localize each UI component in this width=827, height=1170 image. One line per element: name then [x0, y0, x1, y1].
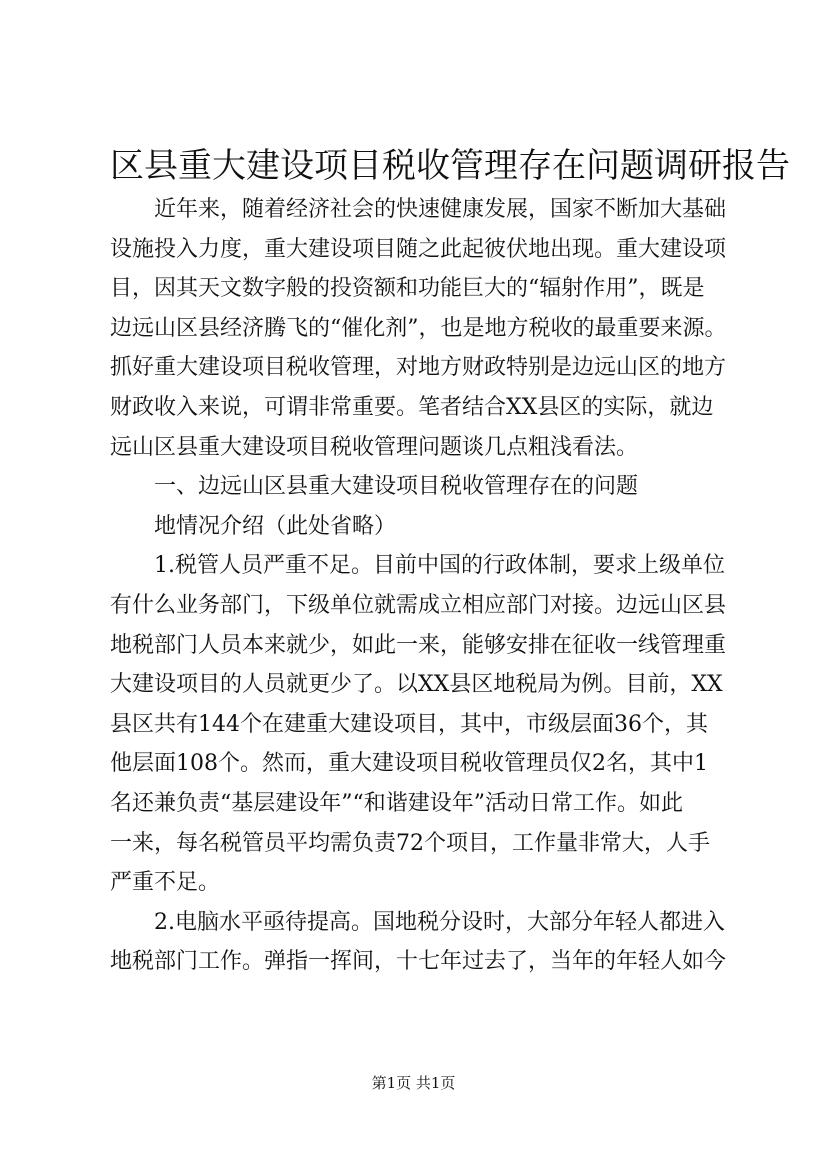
- point-2-line-1: 2.电脑水平亟待提高。国地税分设时，大部分年轻人都进入: [154, 909, 725, 935]
- point-1-line-2: 有什么业务部门，下级单位就需成立相应部门对接。边远山区县: [110, 592, 727, 618]
- section-heading: 一、边远山区县重大建设项目税收管理存在的问题: [154, 474, 639, 500]
- paragraph-1-line-6: 财政收入来说，可谓非常重要。笔者结合XX县区的实际，就边: [110, 394, 714, 420]
- point-1-line-5: 县区共有144个在建重大建设项目，其中，市级层面36个，其: [110, 711, 708, 737]
- paragraph-1-line-3: 目，因其天文数字般的投资额和功能巨大的“辐射作用”，既是: [110, 276, 705, 302]
- point-1-line-4: 大建设项目的人员就更少了。以XX县区地税局为例。目前，XX: [110, 672, 723, 698]
- page-number-footer: 第1页 共1页: [371, 1074, 456, 1092]
- point-1-line-1: 1.税管人员严重不足。目前中国的行政体制，要求上级单位: [154, 553, 725, 579]
- point-1-line-9: 严重不足。: [110, 870, 221, 896]
- point-1-line-3: 地税部门人员本来就少，如此一来，能够安排在征收一线管理重: [110, 632, 727, 658]
- document-title: 区县重大建设项目税收管理存在问题调研报告: [110, 146, 790, 186]
- document-body: [110, 190, 727, 982]
- paragraph-1-line-1: 近年来，随着经济社会的快速健康发展，国家不断加大基础: [154, 197, 727, 222]
- point-1-line-7: 名还兼负责“基层建设年”“和谐建设年”活动日常工作。如此: [110, 790, 683, 816]
- point-1-line-8: 一来，每名税管员平均需负责72个项目，工作量非常大，人手: [110, 830, 710, 856]
- omitted-note: 地情况介绍（此处省略）: [154, 513, 397, 539]
- paragraph-1-line-4: 边远山区县经济腾飞的“催化剂”，也是地方税收的最重要来源。: [110, 315, 727, 341]
- point-2-line-2: 地税部门工作。弹指一挥间，十七年过去了，当年的年轻人如今: [110, 949, 727, 975]
- point-1-line-6: 他层面108个。然而，重大建设项目税收管理员仅2名，其中1: [110, 751, 708, 777]
- paragraph-1-line-2: 设施投入力度，重大建设项目随之此起彼伏地出现。重大建设项: [110, 236, 727, 262]
- paragraph-1-line-7: 远山区县重大建设项目税收管理问题谈几点粗浅看法。: [110, 434, 639, 460]
- paragraph-1-line-5: 抓好重大建设项目税收管理，对地方财政特别是边远山区的地方: [110, 355, 727, 381]
